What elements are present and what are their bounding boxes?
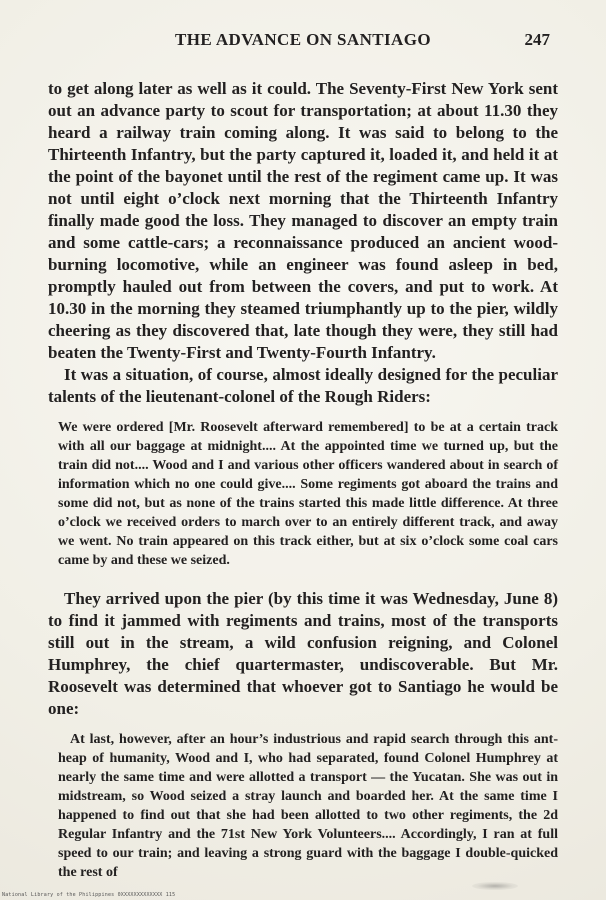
running-title: THE ADVANCE ON SANTIAGO xyxy=(175,30,431,49)
scan-footer-text: National Library of the Philippines 0XXXXXXXXXXXXX 115 xyxy=(2,892,176,898)
paragraph-2: It was a situation, of course, almost ideally designed for the peculiar talents of the lieutenant-colonel of the Rough Riders: xyxy=(48,365,558,406)
page-number: 247 xyxy=(524,30,550,49)
scan-smudge xyxy=(472,882,518,890)
paragraph-3: They arrived upon the pier (by this time it was Wednesday, June 8) to find it jammed with regiments and trains, most of the transports still out in the stream, a wild confusion reigning, and Colonel Humphrey, the chief quartermaster, undiscoverable. But Mr. Roosevelt was determined that whoever got to Santiago he would be one: xyxy=(48,589,558,718)
block-quote-1: We were ordered [Mr. Roosevelt afterward remembered] to be at a certain track with all our baggage at midnight.... At the appointed time we turned up, but the train did not.... Wood and I and various other officers wandered about in search of information which no one could give.... Some regiments got aboard the trains and some did not, but as none of the trains started this made little difference. At three o’clock we received orders to march over to an entirely different track, and away we went. No train appeared on this track either, but at six o’clock some coal cars came by and these we seized. xyxy=(58,420,558,568)
block-quote-2: At last, however, after an hour’s industrious and rapid search through this ant-heap of humanity, Wood and I, who had separated, found Colonel Humphrey at nearly the same time and were allotted a transport — the Yucatan. She was out in midstream, so Wood seized a stray launch and boarded her. At the same time I happened to find out that she had been allotted to two other regiments, the 2d Regular Infantry and the 71st New York Volunteers.... Accordingly, I ran at full speed to our train; and leaving a strong guard with the baggage I double-quicked the rest of xyxy=(58,732,558,880)
page-content xyxy=(48,78,558,882)
running-head xyxy=(50,30,556,58)
paragraph-1: to get along later as well as it could. The Seventy-First New York sent out an advance party to scout for transportation; at about 11.30 they heard a railway train coming along. It was said to belong to the Thirteenth Infantry, but the party captured it, loaded it, and held it at the point of the bayonet until the rest of the regiment came up. It was not until eight o’clock next morning that the Thirteenth Infantry finally made good the loss. They managed to discover an empty train and some cattle-cars; a reconnaissance produced an ancient wood-burning locomotive, while an engineer was found asleep in bed, promptly hauled out from between the covers, and put to work. At 10.30 in the morning they steamed triumphantly up to the pier, wildly cheering as they discovered that, late though they were, they still had beaten the Twenty-First and Twenty-Fourth Infantry. xyxy=(48,79,558,362)
